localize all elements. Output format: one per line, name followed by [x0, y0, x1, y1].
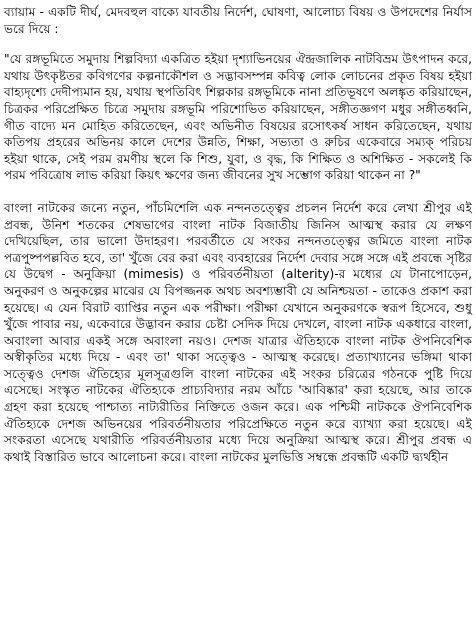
body-paragraph: বাংলা নাটকের জন্যে নতুন, পাঁচমিশেলি এক নন্দনতত্ত্বের প্রচলন নির্দেশ করে লেখা শ্রীপুর এই প্রবন্ধ, উনিশ শতকের শেষভাগের বাংলা নাটক বিজাতীয় জিনিস আত্মস্থ করার যে লক্ষণ দেখিয়েছিল, তার ভালো উদাহরণ। পরবর্তীতে যে সংকর নন্দনতত্ত্বের জমিতে বাংলা নাটক পত্রপুষ্পপল্লবিত হবে, তা' খুঁজে বের করা এবং ব্যবহারের নির্দেশ দেবার সঙ্গে সঙ্গে এই প্রবন্ধে সৃষ্টির যে উদ্বেগ - অনুক্রিয়া (mimesis) ও পরিবর্তনীয়তা (alterity)-র মধ্যের যে টানাপোড়েন, অনুকরণ ও অনুকল্পের মাঝের যে বিপজ্জনক অথচ অবশ্যম্ভাবী যে অনিশ্চয়তা - তাকেও প্রকাশ করা হয়েছে। এ যেন বিরাট ব্যাপ্তির নতুন এক পরীক্ষা। পরীক্ষা যেখানে অনুকরণকে স্বরূপ হিসেবে, শুধু খুঁজে পাবার নয়, একেবারে উদ্ভাবন করার চেষ্টা সেদিক দিয়ে দেখলে, বাংলা নাটক একধারে বাংলা, অবাংলা আবার একই সঙ্গে অবাংলা নয়ও। দেশজ যাত্রার ঐতিহ্যকে বাংলা নাটক ঔপনিবেশিক অস্বীকৃতির মধ্যে দিয়ে - এবং তা' থাকা সত্ত্বেও - আত্মস্থ করেছে। প্রত্যাখ্যানের ভঙ্গিমা থাকা সত্ত্বেও দেশজ ঐতিহ্যের মূলসূত্রগুলি বাংলা নাটকের এই সংকর চরিত্রের গঠনকে পুষ্টি দিয়ে এসেছে। সংস্কৃত নাটকের ঐতিহ্যকে প্রাচ্যবিদ্যার নরম আঁচে 'আবিষ্কার' করা হয়েছে, আর তাকে গ্রহণ করা হয়েছে পাশ্চাত্য নাট্যরীতির নিক্তিতে ওজন করে। এক পশ্চিমী নাটককে ঔপনিবেশিক ঐতিহ্যকে দেশজ অভিনয়ের পরিবর্তনীয়তার পরিপ্রেক্ষিতে নতুন করে ব্যাখ্যা করা হয়েছে। এই সংকরতা এসেছে যথারীতি পরিবর্তনীয়তার মধ্যে দিয়ে অনুক্রিয়া আত্মস্থ করে। শ্রীপুর প্রবন্ধ এ কথাই বিস্তারিত ভাবে আলোচনা করে। বাংলা নাটকের মুলভিত্তি সম্বন্ধে প্রবন্ধটি একটি দ্ব্যর্থহীন [4, 200, 472, 464]
block-quote: "যে রঙ্গভূমিতে সমুদায় শিল্পবিদ্যা একত্রিত হইয়া দৃশ্যাভিনয়ের ঐন্দ্রজালিক নাটবিভ্রম উৎপাদন করে, যথায় উৎকৃষ্টতর কবিগণের কল্পনাকৌশল ও সদ্ভাবসম্পন্ন কবিত্ব লোক লোচনের প্রকৃত বিষয় হইয়া বাহ্যদৃশ্যে দেদীপ্যমান হয়, যথায় স্থপতিবিৎ শিল্পকার রঙ্গভূমিকে নানা প্রতিভূষণে অলঙ্কৃত করিয়াছেন, চিত্রকর পরিপ্রেক্ষিত চিত্রে সমুদায় রঙ্গভূমি পরিশোভিত করিয়াছেন, সঙ্গীতজ্ঞগণ মধুর সঙ্গীতধ্বনি, গীত বাদ্যে মন মোহিত করিতেছেন, এবং অভিনীত বিষয়ের রসোৎকর্ষ সাধন করিতেছেন, যথায় কতিপয় প্রহরের অভিনয় কালে দেশের উন্নতি, শিক্ষা, সভ্যতা ও রুচির একেবারে সম্যক্‌ পরিচয় হইয়া থাকে, সেই পরম রমণীয় স্থলে কি শিশু, যুবা, ও বৃদ্ধ, কি শিক্ষিত ও অশিক্ষিত - সকলেই কি পরম পবিত্রোষ লাভ করিয়া কিয়ৎ ক্ষণের জন্য জীবনের সুখ সম্ভোগ করিয়া থাকেন না ?" [4, 52, 472, 183]
intro-paragraph: ব্যায়াম - একটি দীর্ঘ, মেদবহুল বাক্যে যাবতীয় নির্দেশ, ঘোষণা, আলোচ্য বিষয় ও উপদেশের নির্যাস ভরে দিয়ে : [4, 5, 472, 36]
